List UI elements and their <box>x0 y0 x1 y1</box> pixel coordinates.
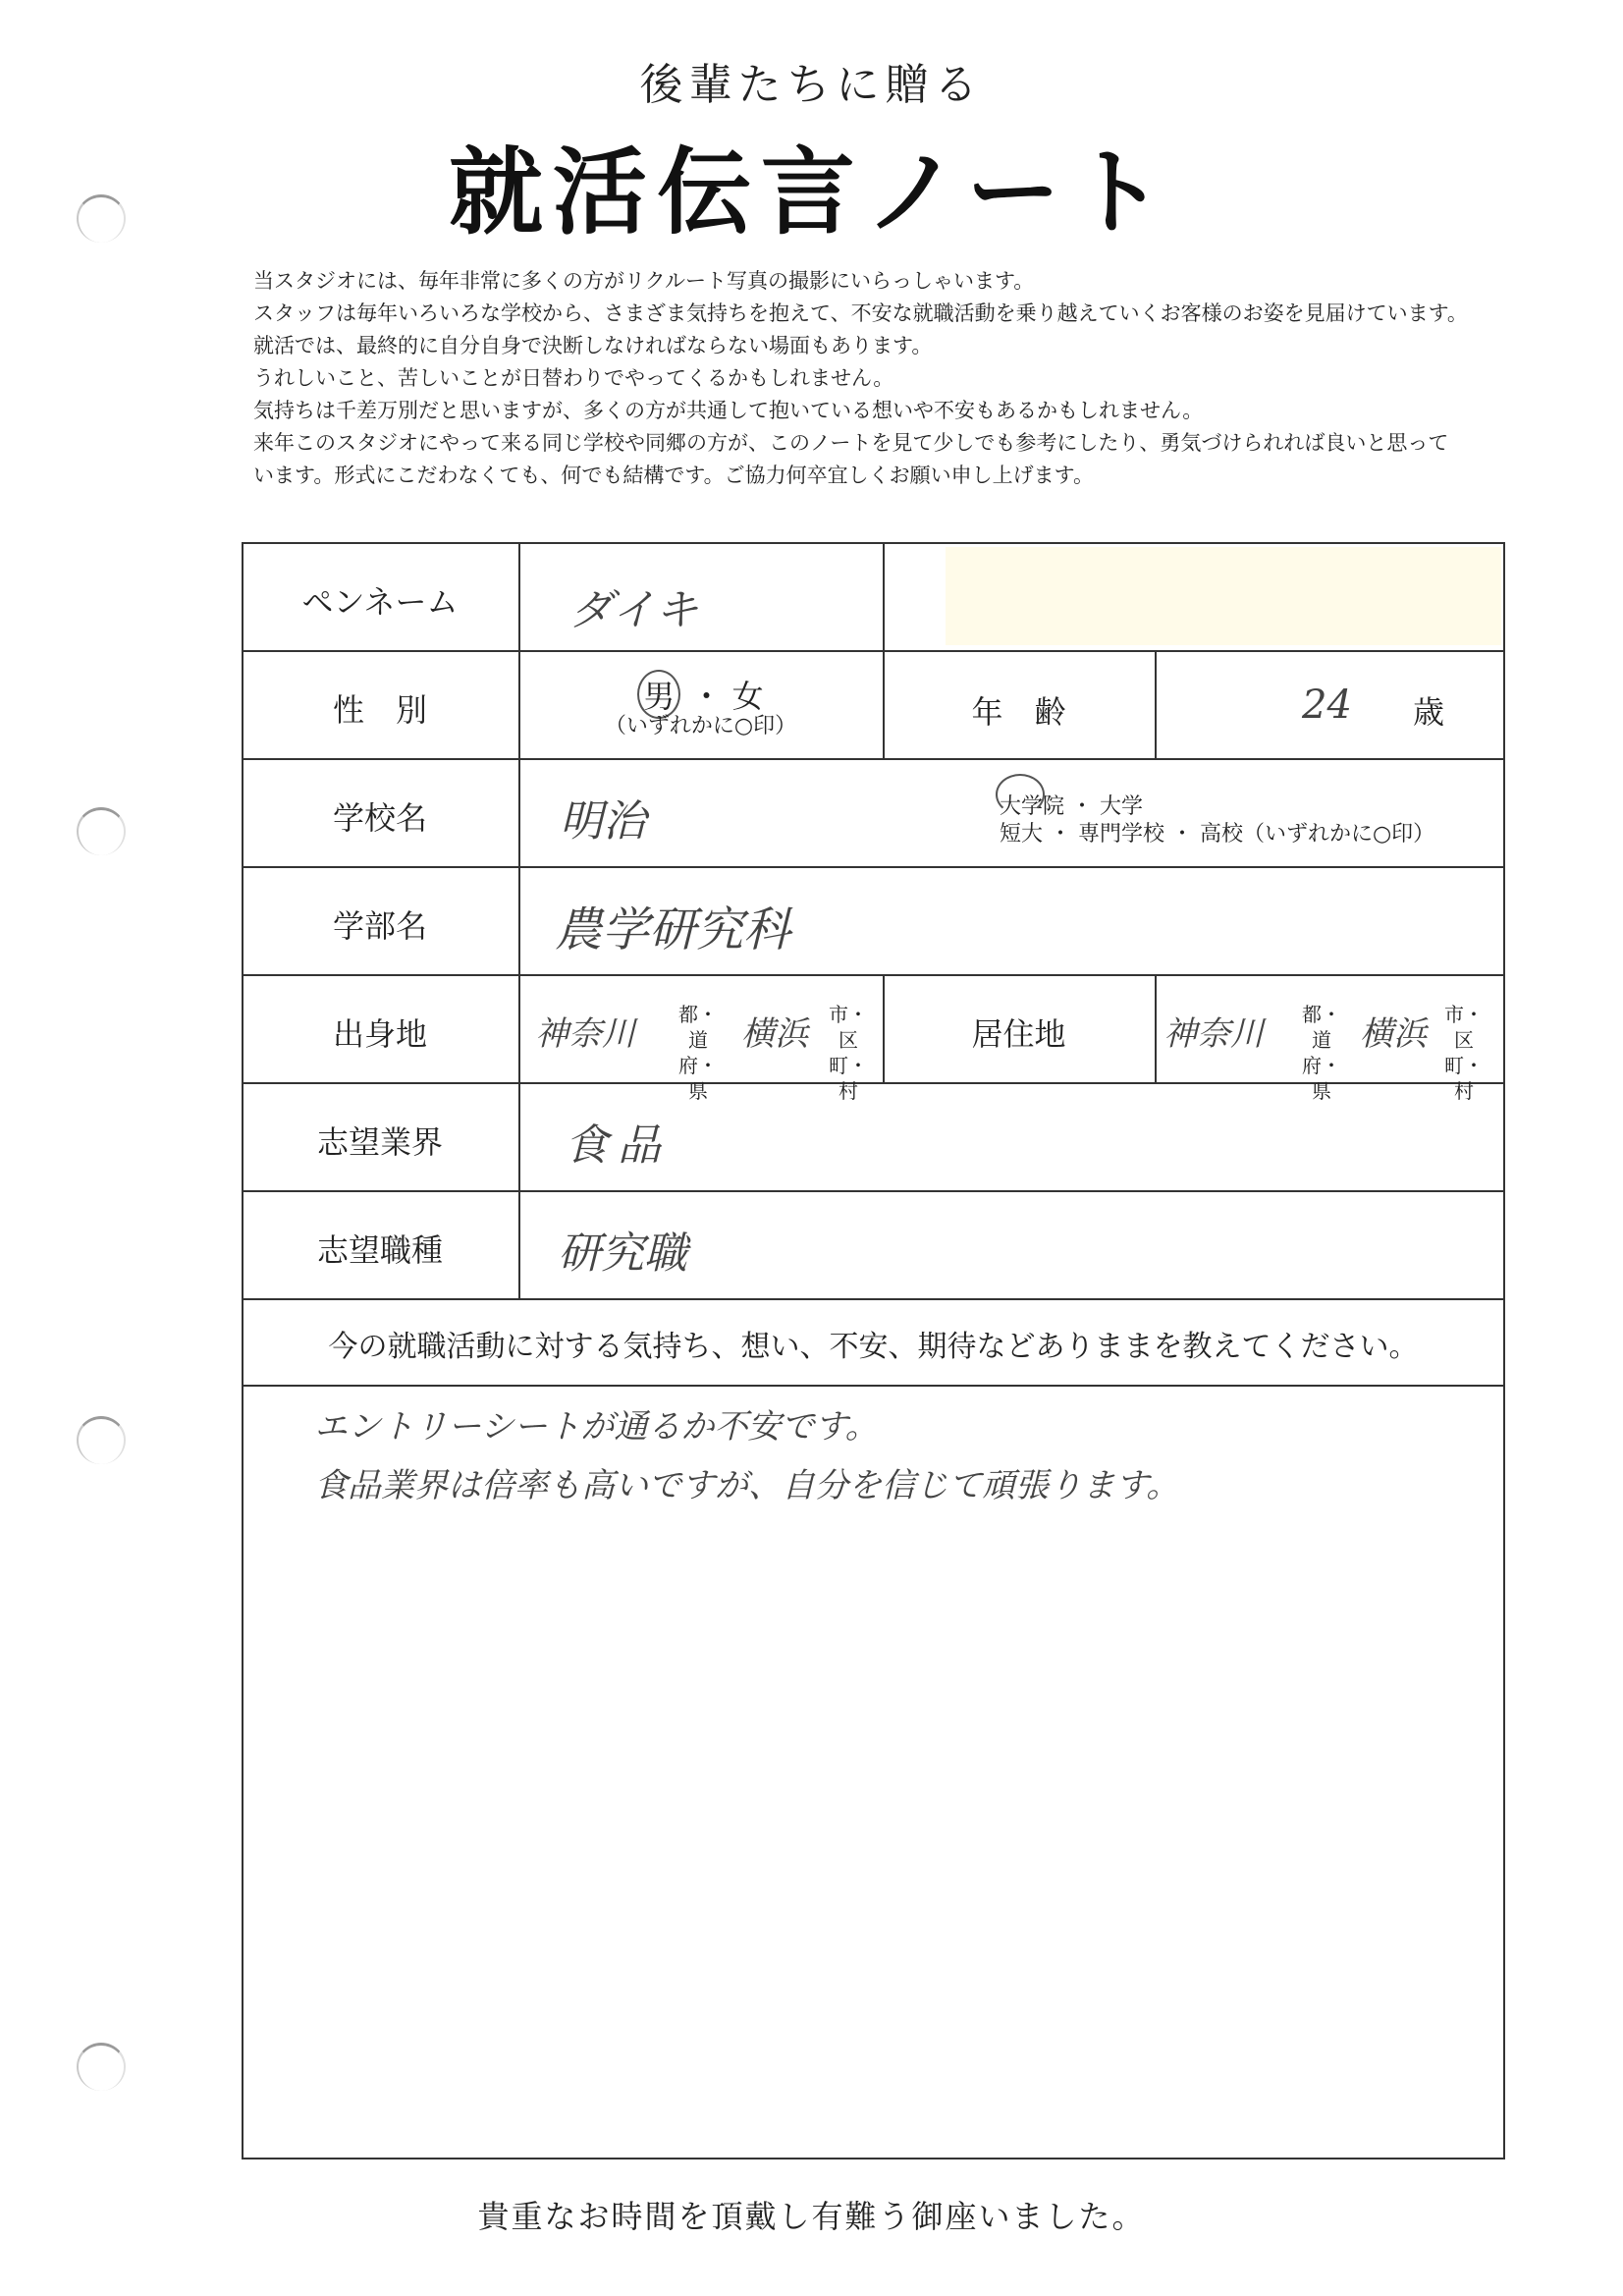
gender-male-option[interactable]: 男 <box>637 670 680 719</box>
intro-line: 当スタジオには、毎年非常に多くの方がリクルート写真の撮影にいらっしゃいます。 <box>253 269 1035 293</box>
hometown-pref-value: 神奈川 <box>535 1014 635 1054</box>
industry-label: 志望業界 <box>316 1123 443 1161</box>
answer-line-1: エントリーシートが通るか不安です。 <box>314 1407 879 1447</box>
intro-line: うれしいこと、苦しいことが日替わりでやってくるかもしれません。 <box>253 366 894 390</box>
intro-line: 気持ちは千差万別だと思いますが、多くの方が共通して抱いている想いや不安もあるかもしれません。 <box>253 399 1204 422</box>
intro-line: 来年このスタジオにやって来る同じ学校や同郷の方が、このノートを見て少しでも参考にしたり、勇気づけられれば良いと思って <box>253 431 1449 455</box>
industry-value: 食品 <box>565 1121 671 1171</box>
gender-note: （いずれかに○印） <box>604 714 797 738</box>
row-divider <box>242 1298 1505 1300</box>
intro-text <box>253 265 1579 492</box>
binder-hole-4 <box>77 2043 126 2091</box>
school-types-line1: 大学院 ・ 大学 <box>1000 794 1143 819</box>
intro-line: います。形式にこだわなくても、何でも結構です。ご協力何卒宜しくお願い申し上げます。 <box>253 464 1094 487</box>
residence-city-value: 横浜 <box>1360 1014 1427 1054</box>
col-divider <box>883 542 885 650</box>
hometown-city-value: 横浜 <box>741 1014 808 1054</box>
pen-name-value: ダイキ <box>569 585 699 635</box>
residence-label: 居住地 <box>971 1015 1066 1053</box>
age-value: 24 <box>1302 683 1352 728</box>
residence-city-type: 市・区 町・村 <box>1444 1003 1484 1103</box>
gender-label: 性 別 <box>332 691 427 729</box>
row-divider <box>242 1385 1505 1387</box>
job-label: 志望職種 <box>316 1231 443 1269</box>
question-text: 今の就職活動に対する気持ち、想い、不安、期待などありままを教えてください。 <box>328 1330 1419 1364</box>
col-divider <box>1155 974 1157 1082</box>
hometown-pref-type: 都・道 府・県 <box>678 1003 718 1103</box>
pen-name-label: ペンネーム <box>301 583 459 621</box>
residence-pref-value: 神奈川 <box>1163 1014 1264 1054</box>
age-label: 年 齢 <box>971 693 1066 731</box>
footer-thanks: 貴重なお時間を頂戴し有難う御座いました。 <box>477 2198 1146 2235</box>
row-divider <box>242 866 1505 868</box>
col-divider <box>518 542 520 1298</box>
school-value: 明治 <box>560 796 646 847</box>
faculty-label: 学部名 <box>332 907 427 945</box>
job-value: 研究職 <box>558 1229 687 1279</box>
answer-line-2: 食品業界は倍率も高いですが、自分を信じて頑張ります。 <box>314 1466 1180 1505</box>
row-divider <box>242 650 1505 652</box>
school-type-circle-mark <box>996 774 1045 815</box>
intro-line: スタッフは毎年いろいろな学校から、さまざま気持ちを抱えて、不安な就職活動を乗り越えていくお客様のお姿を見届けています。 <box>253 301 1468 325</box>
col-divider <box>1155 650 1157 758</box>
school-types-line2: 短大 ・ 専門学校 ・ 高校（いずれかに○印） <box>1000 822 1435 847</box>
gender-female-option[interactable]: 女 <box>731 678 764 715</box>
binder-hole-2 <box>77 807 126 855</box>
row-divider <box>242 974 1505 976</box>
row-divider <box>242 758 1505 760</box>
residence-pref-type: 都・道 府・県 <box>1302 1003 1341 1103</box>
age-unit: 歳 <box>1412 693 1444 731</box>
gender-separator: ・ <box>690 678 723 715</box>
hometown-label: 出身地 <box>332 1015 427 1053</box>
row-divider <box>242 1190 1505 1192</box>
binder-hole-3 <box>77 1416 126 1464</box>
gender-options <box>518 670 883 719</box>
page-title: 就活伝言ノート <box>448 137 1175 247</box>
school-label: 学校名 <box>332 799 427 837</box>
page-subtitle: 後輩たちに贈る <box>639 60 984 110</box>
faculty-value: 農学研究科 <box>555 902 791 957</box>
hometown-city-type: 市・区 町・村 <box>829 1003 868 1103</box>
intro-line: 就活では、最終的に自分自身で決断しなければならない場面もあります。 <box>253 334 933 357</box>
